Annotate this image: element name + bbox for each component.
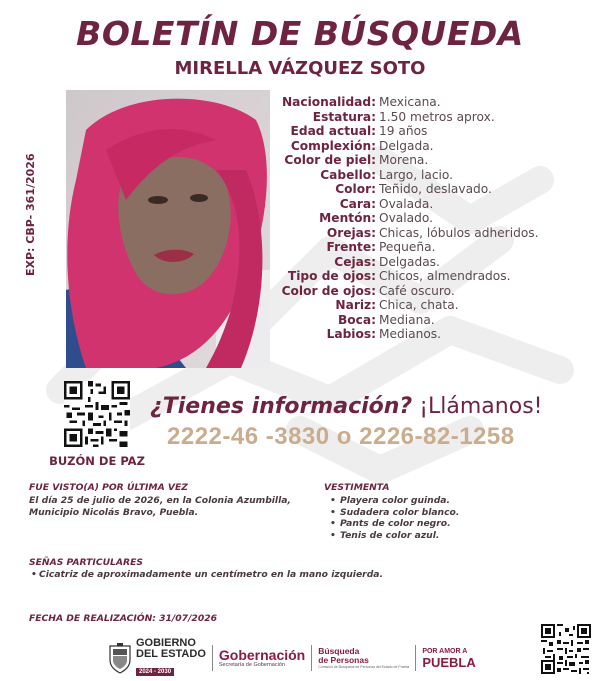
last-seen-section bbox=[29, 482, 304, 519]
busqueda-subtitle: Comisión de Búsqueda de Personas del Estado de Puebla bbox=[318, 665, 410, 669]
page-title: BOLETÍN DE BÚSQUEDA bbox=[76, 14, 524, 53]
gobernacion-logo bbox=[219, 648, 305, 668]
detail-value: 1.50 metros aprox. bbox=[379, 109, 495, 124]
list-item: • Pants de color negro. bbox=[324, 518, 524, 530]
gobernacion-title: Gobernación bbox=[218, 647, 306, 663]
last-seen-text: El día 25 de julio de 2026, en la Colonia Azumbilla, Municipio Nicolás Bravo, Puebla. bbox=[29, 495, 291, 518]
detail-row bbox=[274, 95, 539, 110]
busqueda-line1: Búsqueda bbox=[318, 646, 360, 656]
detail-row bbox=[274, 313, 539, 328]
busqueda-logo bbox=[318, 647, 409, 669]
detail-label: Color de ojos: bbox=[281, 283, 376, 298]
por-amor-a-puebla-logo bbox=[422, 648, 475, 669]
detail-value: Mexicana. bbox=[379, 95, 441, 109]
detail-value: Chicas, lóbulos adheridos. bbox=[379, 225, 539, 240]
gob-period: 2024 - 2030 bbox=[136, 668, 174, 676]
detail-value: Medianos. bbox=[379, 327, 442, 341]
detail-label: Edad actual: bbox=[290, 124, 376, 138]
detail-value: Mediana. bbox=[379, 312, 435, 327]
list-item: • Cicatriz de aproximadamente un centímetro en la mano izquierda. bbox=[29, 569, 479, 581]
info-prompt bbox=[150, 394, 542, 419]
detail-row bbox=[274, 269, 539, 284]
detail-value: 19 años bbox=[379, 124, 428, 138]
detail-label: Nacionalidad: bbox=[281, 95, 376, 109]
info-question: ¿Tienes información? bbox=[150, 394, 413, 419]
physical-description bbox=[274, 95, 539, 342]
detail-value: Ovalada. bbox=[379, 196, 434, 211]
detail-row bbox=[274, 110, 539, 125]
detail-label: Estatura: bbox=[312, 109, 376, 124]
detail-label: Complexión: bbox=[290, 138, 376, 153]
detail-label: Color: bbox=[335, 182, 376, 196]
state-government-logo bbox=[136, 638, 206, 678]
marks-heading: SEÑAS PARTICULARES bbox=[29, 557, 143, 568]
gob-line2: DEL ESTADO bbox=[136, 648, 206, 660]
last-seen-heading: FUE VISTO(A) POR ÚLTIMA VEZ bbox=[29, 482, 188, 493]
detail-label: Boca: bbox=[338, 312, 376, 327]
detail-label: Cabello: bbox=[320, 167, 376, 182]
detail-row bbox=[274, 298, 539, 313]
clothing-section bbox=[324, 482, 524, 541]
detail-row bbox=[274, 211, 539, 226]
detail-label: Color de piel: bbox=[284, 153, 376, 167]
detail-label: Tipo de ojos: bbox=[287, 269, 376, 283]
detail-label: Nariz: bbox=[335, 298, 376, 312]
detail-row bbox=[274, 327, 539, 342]
detail-value: Delgadas. bbox=[379, 254, 440, 269]
detail-row bbox=[274, 197, 539, 212]
poramor-line1: POR AMOR A bbox=[422, 647, 468, 655]
missing-person-photo bbox=[66, 90, 270, 368]
detail-row bbox=[274, 168, 539, 183]
detail-value: Café oscuro. bbox=[379, 283, 455, 298]
busqueda-line2: de Personas bbox=[318, 655, 369, 665]
detail-value: Largo, lacio. bbox=[379, 167, 454, 182]
detail-row bbox=[274, 240, 539, 255]
state-crest-icon bbox=[108, 642, 132, 674]
detail-label: Labios: bbox=[326, 327, 376, 341]
case-number: EXP: CBP- 361/2026 bbox=[24, 153, 37, 276]
detail-row bbox=[274, 226, 539, 241]
list-item: • Tenis de color azul. bbox=[324, 530, 524, 542]
detail-label: Cara: bbox=[339, 196, 376, 211]
call-us: ¡Llámanos! bbox=[419, 394, 543, 419]
distinguishing-marks-section bbox=[29, 557, 479, 581]
detail-row bbox=[274, 153, 539, 168]
detail-label: Cejas: bbox=[334, 254, 376, 269]
missing-person-name: MIRELLA VÁZQUEZ SOTO bbox=[174, 58, 426, 79]
divider bbox=[311, 645, 312, 671]
qr-code-icon[interactable] bbox=[64, 381, 130, 447]
poramor-line2: PUEBLA bbox=[422, 654, 476, 670]
footer-logos bbox=[108, 637, 476, 676]
detail-label: Mentón: bbox=[319, 211, 376, 225]
detail-value: Chicos, almendrados. bbox=[379, 269, 511, 283]
creation-date: FECHA DE REALIZACIÓN: 31/07/2026 bbox=[29, 613, 218, 624]
detail-row bbox=[274, 139, 539, 154]
divider bbox=[415, 645, 416, 671]
detail-value: Morena. bbox=[379, 153, 429, 167]
detail-value: Chica, chata. bbox=[379, 298, 459, 312]
detail-value: Pequeña. bbox=[379, 240, 436, 254]
gobernacion-subtitle: Secretaría de Gobernación bbox=[218, 662, 285, 668]
detail-label: Orejas: bbox=[326, 225, 376, 240]
detail-row bbox=[274, 182, 539, 197]
qr-caption: BUZÓN DE PAZ bbox=[49, 454, 145, 468]
detail-row bbox=[274, 124, 539, 139]
detail-value: Ovalado. bbox=[379, 211, 433, 225]
detail-row bbox=[274, 284, 539, 299]
detail-row bbox=[274, 255, 539, 270]
clothing-heading: VESTIMENTA bbox=[324, 482, 390, 493]
detail-value: Teñido, deslavado. bbox=[379, 182, 492, 196]
detail-value: Delgada. bbox=[379, 138, 434, 153]
list-item: • Playera color guinda. bbox=[324, 495, 524, 507]
list-item: • Sudadera color blanco. bbox=[324, 507, 524, 519]
detail-label: Frente: bbox=[326, 240, 376, 254]
gob-line1: GOBIERNO bbox=[136, 637, 196, 649]
divider bbox=[212, 645, 213, 671]
qr-code-icon[interactable] bbox=[541, 624, 591, 674]
phone-numbers[interactable]: 2222-46 -3830 o 2226-82-1258 bbox=[167, 423, 515, 450]
